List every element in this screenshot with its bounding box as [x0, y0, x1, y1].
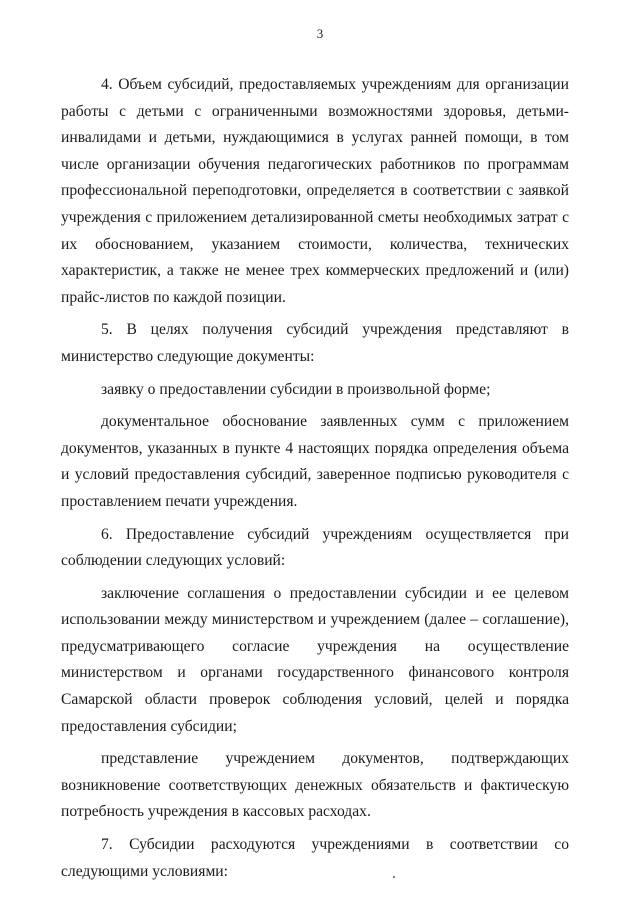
document-body	[61, 72, 569, 891]
paragraph-agreement: заключение соглашения о предоставлении субсидии и ее целевом использовании между министерством и учреждением (далее – соглашение), предусматривающего согласие учреждения на осуществление министерством и органами государственного финансового контроля Самарской области проверок соблюдения условий, целей и порядка предоставления субсидии;	[61, 584, 569, 735]
paragraph-submission: представление учреждением документов, подтверждающих возникновение соответствующих денежных обязательств и фактическую потребность учреждения в кассовых расходах.	[61, 750, 569, 821]
paragraph-item-6-conditions: 6. Предоставление субсидий учреждениям осуществляется при соблюдении следующих условий:	[61, 525, 569, 570]
page-number: 3	[316, 26, 324, 41]
paragraph-justification: документальное обоснование заявленных сумм с приложением документов, указанных в пункте 4 настоящих порядка определения объема и условий предоставления субсидий, заверенное подписью руководителя с проставлением печати учреждения.	[61, 413, 569, 510]
paragraph-item-5-documents: 5. В целях получения субсидий учреждения представляют в министерство следующие документы:	[61, 321, 569, 365]
paragraph-application: заявку о предоставлении субсидии в произвольной форме;	[101, 380, 491, 398]
paragraph-item-7-spending: 7. Субсидии расходуются учреждениями в соответствии со следующими условиями:	[61, 836, 569, 880]
scan-speck	[393, 876, 395, 878]
paragraph-item-4-volume: 4. Объем субсидий, предоставляемых учреждениям для организации работы с детьми с ограниченными возможностями здоровья, детьми-инвалидами и детьми, нуждающимися в услугах ранней помощи, в том числе организации обучения педагогических работников по программам профессиональной переподготовки, определяется в соответствии с заявкой учреждения с приложением детализированной сметы необходимых затрат с их обоснованием, указанием стоимости, количества, технических характеристик, а также не менее трех коммерческих предложений и (или) прайс-листов по каждой позиции.	[61, 76, 569, 306]
